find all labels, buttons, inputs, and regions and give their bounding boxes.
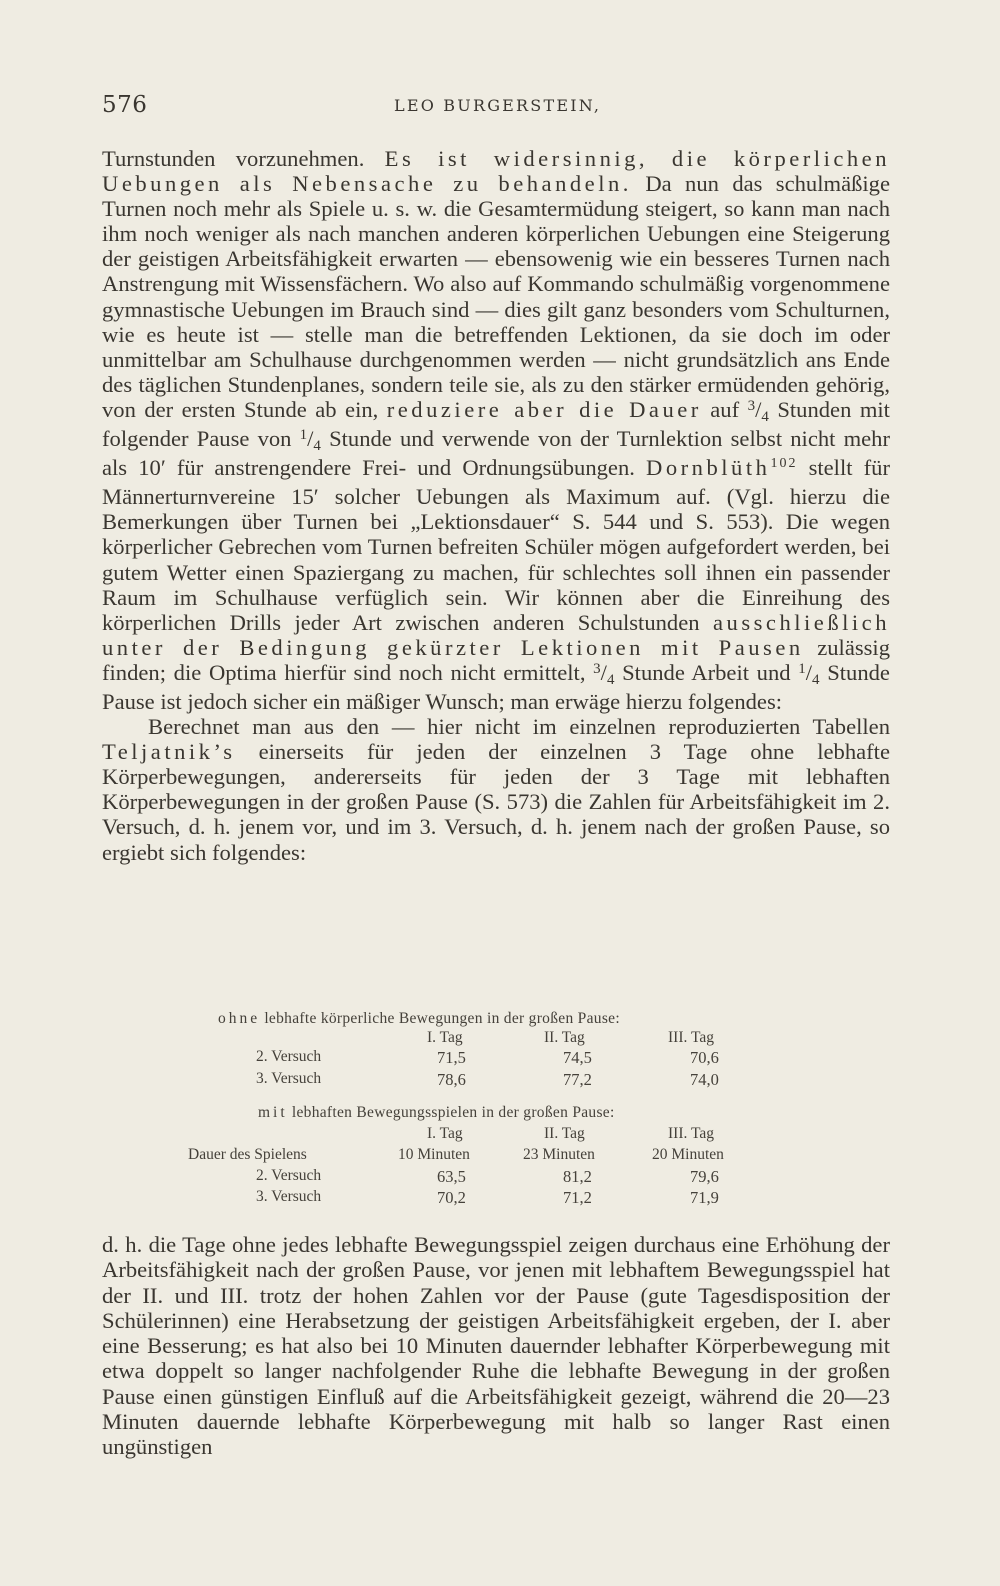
main-text	[102, 146, 890, 865]
table-cell: 70,2	[437, 1188, 466, 1207]
caption-text: lebhafte körperliche Bewegungen in der großen Pause:	[264, 1010, 620, 1027]
text-run: Stunde und verwende von der Turnlektion selbst nicht mehr als 10′ für anstrengendere Frei- und Ordnungsübungen.	[102, 426, 890, 481]
caption-emphasis: mit	[258, 1104, 288, 1121]
text-run: Da nun das schulmäßige Turnen noch mehr als Spiele u. s. w. die Gesamtermüdung steigert, so kann man nach ihm noch weniger als nach manchen anderen körperlichen Uebungen eine Steigerung der geistigen Arbeitsfähigkeit erwarten — ebensowenig wie ein besseres Turnen nach Anstrengung mit Wissensfächern. Wo also auf Kommando schulmäßig vorgenommene gymnastische Uebungen im Brauch sind — dies gilt ganz besonders vom Schulturnen, wie es heute ist — stelle man die betreffenden Lektionen, da sie doch im oder unmittelbar am Schulhause durchgenommen werden — nicht grundsätzlich ans Ende des täglichen Stundenplanes, sondern teile sie, als zu den stärker ermüdenden gehörig, von der ersten Stunde ab ein,	[102, 171, 891, 422]
paragraph-1	[102, 146, 890, 714]
row-label: 2. Versuch	[256, 1167, 322, 1184]
column-header: III. Tag	[668, 1029, 714, 1046]
spaced-emphasis: Es ist widersinnig, die körperlichen Uebungen als Nebensache zu behandeln.	[102, 146, 890, 197]
row-label: 3. Versuch	[256, 1188, 322, 1205]
table-row	[0, 1146, 1000, 1166]
table-cell: 63,5	[437, 1167, 466, 1186]
table-cell: 10 Minuten	[398, 1146, 470, 1163]
caption-emphasis: ohne	[218, 1010, 261, 1027]
author-name: Teljatnik’s	[102, 739, 236, 765]
table-cell: 71,9	[690, 1188, 719, 1207]
caption-text: lebhaften Bewegungsspielen in der großen Pause:	[291, 1104, 615, 1121]
running-head: LEO BURGERSTEIN,	[394, 96, 602, 115]
table-row	[0, 1167, 1000, 1187]
text-run: Berechnet man aus den — hier nicht im einzelnen reproduzierten Tabellen	[148, 714, 890, 740]
table-header-row	[0, 1125, 1000, 1145]
table-without-movement	[0, 1010, 1000, 1110]
column-header: II. Tag	[544, 1029, 585, 1046]
table-row	[0, 1048, 1000, 1068]
table-cell: 71,2	[563, 1188, 592, 1207]
column-header: II. Tag	[544, 1125, 585, 1142]
text-run: Stunden mit folgender Pause von	[102, 396, 890, 452]
table-cell: 70,6	[690, 1048, 719, 1067]
table-cell: 23 Minuten	[523, 1146, 595, 1163]
column-header: I. Tag	[427, 1029, 463, 1046]
text-run: einerseits für jeden der einzelnen 3 Tage ohne lebhafte Körperbewegungen, andererseits für jeden der 3 Tage mit lebhaften Körperbewegungen in der großen Pause (S. 573) die Zahlen für Arbeitsfähigkeit im 2. Versuch, d. h. jenem vor, und im 3. Versuch, d. h. jenem nach der großen Pause, so ergiebt sich folgendes:	[102, 739, 890, 865]
table-cell: 81,2	[563, 1167, 592, 1186]
table-cell: 77,2	[563, 1070, 592, 1089]
fraction: $^1$/4	[798, 659, 820, 688]
page-header	[102, 92, 892, 122]
table-caption	[0, 1010, 1000, 1030]
text-run: zulässig finden; die Optima hierfür sind noch nicht ermittelt,	[102, 634, 891, 685]
table-cell: 74,5	[563, 1048, 592, 1067]
row-label: 2. Versuch	[256, 1048, 322, 1065]
table-row	[0, 1188, 1000, 1208]
table-with-games	[0, 1104, 1000, 1214]
row-label: Dauer des Spielens	[188, 1146, 307, 1163]
column-header: III. Tag	[668, 1125, 714, 1142]
table-cell: 78,6	[437, 1070, 466, 1089]
reference-number: 102	[770, 456, 798, 472]
column-header: I. Tag	[427, 1125, 463, 1142]
table-cell: 79,6	[690, 1167, 719, 1186]
paragraph-2	[102, 714, 890, 865]
fraction: $^3$/4	[593, 659, 615, 688]
spaced-emphasis: ausschließlich unter der Bedingung gekürzter Lektionen mit Pausen	[102, 609, 890, 660]
paragraph-3: d. h. die Tage ohne jedes lebhafte Bewegungsspiel zeigen durchaus eine Erhöhung der Arbeitsfähigkeit nach der großen Pause, vor jenen mit lebhaftem Bewegungsspiel hat der II. und III. trotz der hohen Zahlen vor der Pause (gute Tagesdisposition der Schülerinnen) eine Herabsetzung der geistigen Arbeitsfähigkeit ergeben, der I. aber eine Besserung; es hat also bei 10 Minuten dauernder lebhafter Körperbewegung mit etwa doppelt so langer nachfolgender Ruhe die lebhafte Bewegung in der großen Pause einen günstigen Einfluß auf die Arbeitsfähigkeit gezeigt, während die 20—23 Minuten dauernde lebhafte Körperbewegung mit halb so langer Rast einen ungünstigen	[102, 1232, 890, 1460]
author-name: Dornblüth	[646, 455, 771, 481]
table-cell: 20 Minuten	[652, 1146, 724, 1163]
page-number: 576	[102, 92, 148, 118]
fraction: $^1$/4	[299, 426, 321, 455]
text-run: Turnstunden vorzunehmen.	[102, 146, 365, 171]
table-row	[0, 1070, 1000, 1090]
fraction: $^3$/4	[747, 396, 769, 425]
table-caption	[0, 1104, 1000, 1124]
text-run: Stunde Pause ist jedoch sicher ein mäßiger Wunsch; man erwäge hierzu folgendes:	[102, 659, 890, 714]
row-label: 3. Versuch	[256, 1070, 322, 1087]
table-cell: 74,0	[690, 1070, 719, 1089]
text-run: auf	[710, 396, 740, 422]
table-header-row	[0, 1029, 1000, 1049]
spaced-emphasis: reduziere aber die Dauer	[386, 396, 702, 422]
text-run: stellt für Männerturnvereine 15′ solcher Uebungen als Maximum auf. (Vgl. hierzu die Bemerkungen über Turnen bei „Lektionsdauer“ S. 544 und S. 553). Die wegen körperlicher Gebrechen vom Turnen befreiten Schüler mögen aufgefordert werden, bei gutem Wetter einen Spaziergang zu machen, für schlechtes soll ihnen ein passender Raum im Schulhause verfüglich sein. Wir können aber die Einreihung des körperlichen Drills jeder Art zwischen anderen Schulstunden	[102, 455, 890, 635]
text-run: Stunde Arbeit und	[622, 659, 791, 685]
main-text-continued	[102, 1232, 890, 1460]
table-cell: 71,5	[437, 1048, 466, 1067]
